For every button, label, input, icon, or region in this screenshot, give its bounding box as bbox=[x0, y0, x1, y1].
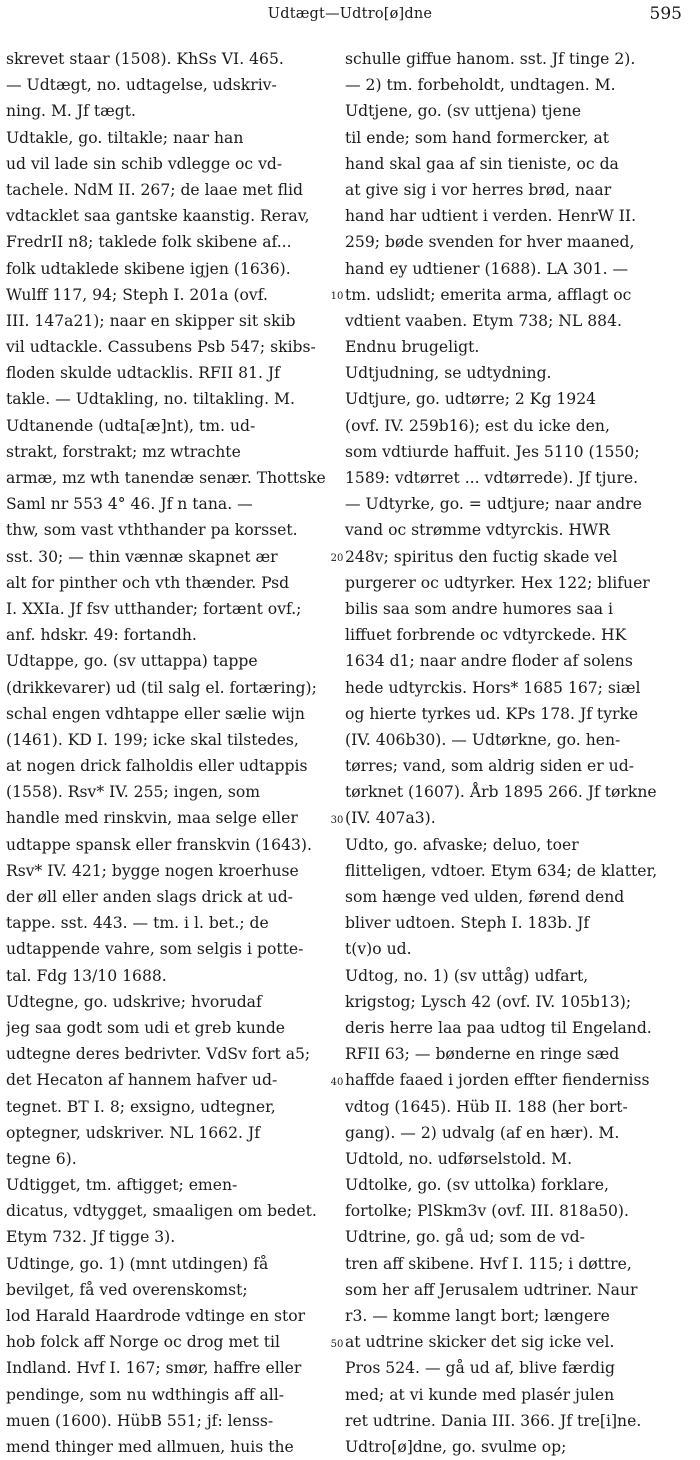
text-line: tegne 6). bbox=[6, 1149, 77, 1168]
text-line: Udtjure, go. udtørre; 2 Kg 1924 bbox=[345, 390, 597, 409]
text-line: (ovf. IV. 259b16); est du icke den, bbox=[345, 416, 610, 435]
text-line: Udtjene, go. (sv uttjena) tjene bbox=[345, 102, 582, 121]
text-line: mend thinger med allmuen, huis the bbox=[6, 1437, 294, 1456]
text-line: deris herre laa paa udtog til Engeland. bbox=[345, 1018, 652, 1037]
text-line: hand har udtient i verden. HenrW II. bbox=[345, 207, 637, 226]
text-line: 1589: vdtørret ... vdtørrede). Jf tjure. bbox=[345, 469, 639, 487]
text-line: Udtjudning, se udtydning. bbox=[345, 364, 552, 383]
text-line: III. 147a21); naar en skipper sit skib bbox=[6, 311, 296, 330]
text-line: (IV. 407a3). bbox=[345, 809, 436, 828]
text-line: at nogen drick falholdis eller udtappis bbox=[6, 757, 308, 776]
text-line: tren aff skibene. Hvf I. 115; i døttre, bbox=[345, 1254, 632, 1273]
text-line: I. XXIa. Jf fsv utthander; fortænt ovf.; bbox=[6, 599, 302, 618]
text-line: bevilget, få ved overenskomst; bbox=[6, 1280, 248, 1299]
text-line: — Udtyrke, go. = udtjure; naar andre bbox=[345, 495, 642, 514]
text-line: vdtog (1645). Hüb II. 188 (her bort- bbox=[345, 1097, 628, 1116]
text-line: udtappende vahre, som selgis i potte- bbox=[6, 940, 304, 959]
text-line: alt for pinther och vth thænder. Psd bbox=[6, 573, 290, 592]
text-line: folk udtaklede skibene igjen (1636). bbox=[6, 259, 291, 278]
text-line: Udtigget, tm. aftigget; emen- bbox=[6, 1176, 238, 1195]
line-number: 20 bbox=[330, 552, 344, 564]
text-line: ret udtrine. Dania III. 366. Jf tre[i]ne. bbox=[345, 1411, 642, 1430]
text-line: (1461). KD I. 199; icke skal tilstedes, bbox=[6, 730, 299, 749]
text-line: vil udtackle. Cassubens Psb 547; skibs- bbox=[6, 338, 316, 357]
text-line: Udtrine, go. gå ud; som de vd- bbox=[345, 1228, 585, 1247]
text-line: Endnu brugeligt. bbox=[345, 338, 480, 357]
text-line: schulle giffue hanom. sst. Jf tinge 2). bbox=[345, 50, 636, 68]
text-line: som hænge ved ulden, førend dend bbox=[345, 888, 625, 906]
text-line: tørknet (1607). Årb 1895 266. Jf tørkne bbox=[345, 783, 657, 802]
left-column bbox=[6, 46, 328, 1460]
text-line: Etym 732. Jf tigge 3). bbox=[6, 1228, 176, 1247]
line-number: 30 bbox=[330, 814, 344, 826]
text-line: t(v)o ud. bbox=[345, 940, 412, 959]
text-line: og hierte tyrkes ud. KPs 178. Jf tyrke bbox=[345, 704, 639, 723]
text-line: tørres; vand, som aldrig siden er ud- bbox=[345, 757, 634, 776]
text-line: vand oc strømme vdtyrckis. HWR bbox=[345, 521, 610, 540]
text-line: Udtolke, go. (sv uttolka) forklare, bbox=[345, 1176, 609, 1195]
text-line: Udtakle, go. tiltakle; naar han bbox=[6, 128, 244, 147]
text-line: Udto, go. afvaske; deluo, toer bbox=[345, 835, 579, 854]
text-line: ning. M. Jf tægt. bbox=[6, 102, 136, 121]
text-line: dicatus, vdtygget, smaaligen om bedet. bbox=[6, 1202, 317, 1221]
text-line: Udtanende (udta[æ]nt), tm. ud- bbox=[6, 416, 256, 435]
text-line: som vdtiurde haffuit. Jes 5110 (1550; bbox=[345, 442, 640, 461]
text-line: tappe. sst. 443. — tm. i l. bet.; de bbox=[6, 914, 269, 933]
text-line: strakt, forstrakt; mz wtrachte bbox=[6, 442, 241, 461]
text-line: hand skal gaa af sin tieniste, oc da bbox=[345, 154, 619, 173]
text-line: liffuet forbrende oc vdtyrckede. HK bbox=[345, 626, 627, 645]
text-line: pendinge, som nu wdthingis aff all- bbox=[6, 1385, 285, 1404]
text-line: Rsv* IV. 421; bygge nogen kroerhuse bbox=[6, 861, 299, 880]
text-line: muen (1600). HübB 551; jf: lenss- bbox=[6, 1411, 274, 1430]
text-line: 248v; spiritus den fuctig skade vel bbox=[345, 547, 618, 566]
text-line: vdtacklet saa gantske kaanstig. Rerav, bbox=[6, 207, 310, 226]
text-line: (drikkevarer) ud (til salg el. fortæring); bbox=[6, 678, 317, 697]
text-line: bliver udtoen. Steph I. 183b. Jf bbox=[345, 914, 590, 933]
running-head: Udtægt—Udtro[ø]dne bbox=[267, 6, 433, 22]
right-column bbox=[345, 46, 685, 1460]
text-line: sst. 30; — thin vænnæ skapnet ær bbox=[6, 547, 278, 566]
text-line: tachele. NdM II. 267; de laae met flid bbox=[6, 180, 303, 199]
text-line: skrevet staar (1508). KhSs VI. 465. bbox=[6, 50, 284, 68]
text-line: hob folck aff Norge oc drog met til bbox=[6, 1333, 280, 1352]
text-line: Udtro[ø]dne, go. svulme op; bbox=[345, 1437, 567, 1456]
text-line: floden skulde udtacklis. RFII 81. Jf bbox=[6, 364, 280, 383]
text-line: som her aff Jerusalem udtriner. Naur bbox=[345, 1280, 638, 1299]
text-line: Udtinge, go. 1) (mnt utdingen) få bbox=[6, 1254, 269, 1273]
text-line: krigstog; Lysch 42 (ovf. IV. 105b13); bbox=[345, 992, 632, 1011]
text-line: thw, som vast vththander pa korsset. bbox=[6, 521, 298, 540]
text-line: udtappe spansk eller franskvin (1643). bbox=[6, 835, 312, 854]
text-line: Udtog, no. 1) (sv uttåg) udfart, bbox=[345, 966, 589, 985]
text-line: der øll eller anden slags drick at ud- bbox=[6, 888, 293, 906]
text-line: tm. udslidt; emerita arma, afflagt oc bbox=[345, 285, 632, 304]
text-line: fortolke; PlSkm3v (ovf. III. 818a50). bbox=[345, 1202, 629, 1221]
text-line: lod Harald Haardrode vdtinge en stor bbox=[6, 1307, 306, 1325]
text-line: r3. — komme langt bort; længere bbox=[345, 1307, 610, 1325]
text-line: 259; bøde svenden for hver maaned, bbox=[345, 233, 635, 252]
text-line: anf. hdskr. 49: fortandh. bbox=[6, 626, 197, 645]
text-line: Saml nr 553 4° 46. Jf n tana. — bbox=[6, 495, 253, 514]
text-line: armæ, mz wth tanendæ senær. Thottske bbox=[6, 469, 326, 487]
text-line: Udtegne, go. udskrive; hvorudaf bbox=[6, 992, 262, 1011]
text-line: (IV. 406b30). — Udtørkne, go. hen- bbox=[345, 730, 621, 749]
text-line: schal engen vdhtappe eller sælie wijn bbox=[6, 704, 305, 723]
line-number: 10 bbox=[330, 290, 344, 302]
text-line: Indland. Hvf I. 167; smør, haffre eller bbox=[6, 1359, 302, 1378]
line-number: 40 bbox=[330, 1076, 344, 1088]
text-line: udtegne deres bedrivter. VdSv fort a5; bbox=[6, 1045, 311, 1064]
text-line: til ende; som hand formercker, at bbox=[345, 128, 610, 147]
text-line: Wulff 117, 94; Steph I. 201a (ovf. bbox=[6, 285, 268, 304]
text-line: Pros 524. — gå ud af, blive færdig bbox=[345, 1359, 615, 1378]
text-line: det Hecaton af hannem hafver ud- bbox=[6, 1071, 278, 1090]
text-line: bilis saa som andre humores saa i bbox=[345, 599, 613, 618]
text-line: hede udtyrckis. Hors* 1685 167; siæl bbox=[345, 678, 641, 697]
text-line: — Udtægt, no. udtagelse, udskriv- bbox=[6, 76, 277, 95]
text-line: gang). — 2) udvalg (af en hær). M. bbox=[345, 1123, 620, 1142]
page-number: 595 bbox=[649, 4, 682, 24]
text-line: purgerer oc udtyrker. Hex 122; blifuer bbox=[345, 573, 650, 592]
text-line: — 2) tm. forbeholdt, undtagen. M. bbox=[345, 76, 616, 95]
line-number: 50 bbox=[330, 1338, 344, 1350]
text-line: med; at vi kunde med plasér julen bbox=[345, 1385, 615, 1404]
text-line: hand ey udtiener (1688). LA 301. — bbox=[345, 259, 629, 278]
text-line: Udtold, no. udførselstold. M. bbox=[345, 1149, 573, 1168]
text-line: FredrII n8; taklede folk skibene af... bbox=[6, 233, 292, 252]
text-line: flitteligen, vdtoer. Etym 634; de klatter, bbox=[345, 861, 658, 880]
text-line: (1558). Rsv* IV. 255; ingen, som bbox=[6, 783, 261, 802]
text-line: RFII 63; — bønderne en ringe sæd bbox=[345, 1045, 620, 1064]
text-line: jeg saa godt som udi et greb kunde bbox=[6, 1018, 286, 1037]
text-line: optegner, udskriver. NL 1662. Jf bbox=[6, 1123, 260, 1142]
text-line: haffde faaed i jorden effter fienderniss bbox=[345, 1071, 650, 1090]
text-line: 1634 d1; naar andre floder af solens bbox=[345, 652, 633, 671]
text-line: ud vil lade sin schib vdlegge oc vd- bbox=[6, 154, 283, 173]
page-header bbox=[0, 2, 700, 36]
text-line: tegnet. BT I. 8; exsigno, udtegner, bbox=[6, 1097, 276, 1116]
text-line: tal. Fdg 13/10 1688. bbox=[6, 966, 167, 985]
text-line: at give sig i vor herres brød, naar bbox=[345, 180, 612, 199]
text-line: at udtrine skicker det sig icke vel. bbox=[345, 1333, 615, 1352]
text-line: takle. — Udtakling, no. tiltakling. M. bbox=[6, 390, 295, 409]
text-line: vdtient vaaben. Etym 738; NL 884. bbox=[345, 311, 622, 330]
text-line: handle med rinskvin, maa selge eller bbox=[6, 809, 298, 828]
text-line: Udtappe, go. (sv uttappa) tappe bbox=[6, 652, 258, 671]
